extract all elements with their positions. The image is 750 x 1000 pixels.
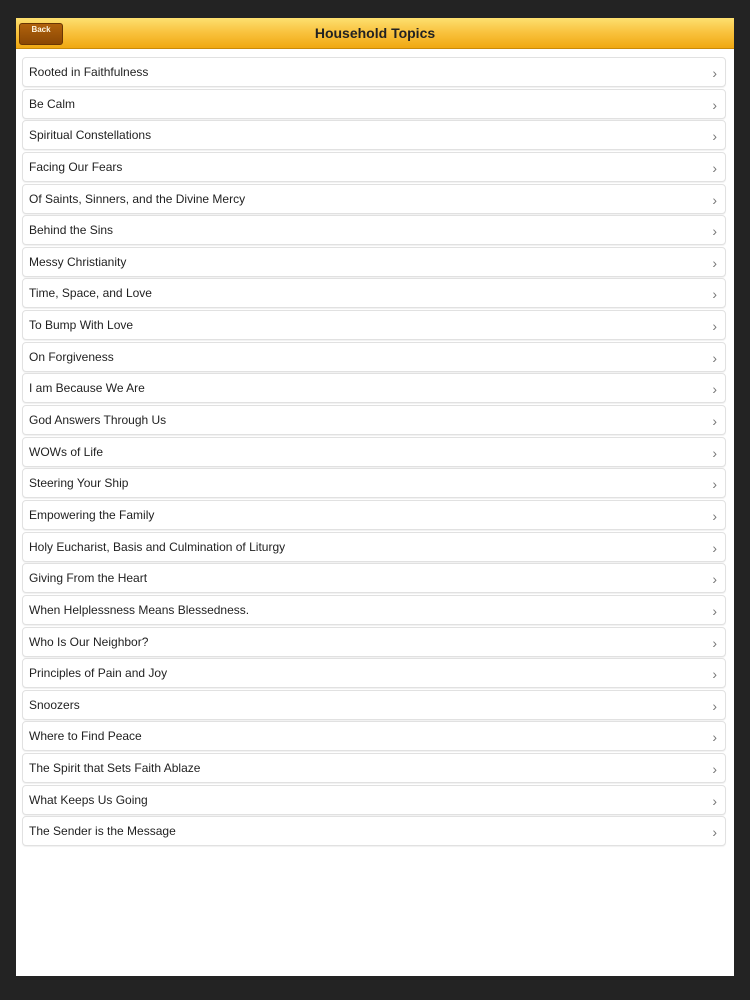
topic-label: On Forgiveness — [29, 349, 114, 364]
topic-label: Be Calm — [29, 96, 76, 111]
list-item[interactable] — [22, 658, 726, 688]
topic-label: God Answers Through Us — [29, 413, 167, 428]
list-item[interactable] — [22, 753, 726, 783]
topic-label: Time, Space, and Love — [29, 286, 152, 301]
chevron-right-icon: › — [712, 634, 717, 651]
list-item[interactable] — [22, 342, 726, 372]
chevron-right-icon: › — [712, 539, 717, 556]
page-title: Household Topics — [314, 25, 436, 41]
topic-label: Holy Eucharist, Basis and Culmination of Liturgy — [29, 539, 286, 554]
topic-label: Principles of Pain and Joy — [29, 666, 168, 681]
chevron-right-icon: › — [712, 761, 717, 778]
chevron-right-icon: › — [712, 254, 717, 271]
chevron-right-icon: › — [712, 444, 717, 461]
topic-label: Messy Christianity — [29, 254, 127, 269]
chevron-right-icon: › — [712, 159, 717, 176]
list-item[interactable] — [22, 468, 726, 498]
list-item[interactable] — [22, 437, 726, 467]
chevron-right-icon: › — [712, 286, 717, 303]
back-button[interactable]: Back — [19, 23, 63, 45]
topic-label: Giving From the Heart — [29, 571, 148, 586]
topic-label: The Sender is the Message — [29, 824, 176, 839]
topic-label: Snoozers — [29, 697, 80, 712]
topic-label: Where to Find Peace — [29, 729, 142, 744]
topic-label: Of Saints, Sinners, and the Divine Mercy — [29, 191, 246, 206]
topic-label: The Spirit that Sets Faith Ablaze — [29, 761, 201, 776]
topic-label: Steering Your Ship — [29, 476, 129, 491]
list-item[interactable] — [22, 816, 726, 846]
list-item[interactable] — [22, 120, 726, 150]
list-item[interactable] — [22, 532, 726, 562]
list-item[interactable] — [22, 563, 726, 593]
list-item[interactable] — [22, 89, 726, 119]
topic-label: Rooted in Faithfulness — [29, 65, 149, 79]
topic-label: To Bump With Love — [29, 318, 134, 333]
list-item[interactable] — [22, 690, 726, 720]
topic-list — [22, 57, 726, 848]
list-item[interactable] — [22, 405, 726, 435]
chevron-right-icon: › — [712, 413, 717, 430]
chevron-right-icon: › — [712, 824, 717, 841]
list-item[interactable] — [22, 310, 726, 340]
topic-label: Facing Our Fears — [29, 159, 123, 174]
list-item[interactable] — [22, 184, 726, 214]
chevron-right-icon: › — [712, 65, 717, 81]
chevron-right-icon: › — [712, 602, 717, 619]
app-screen — [16, 18, 734, 976]
list-item[interactable] — [22, 785, 726, 815]
list-item[interactable] — [22, 247, 726, 277]
header-bar — [16, 18, 734, 49]
topic-label: Empowering the Family — [29, 507, 155, 522]
list-item[interactable] — [22, 57, 726, 87]
chevron-right-icon: › — [712, 666, 717, 683]
chevron-right-icon: › — [712, 349, 717, 366]
topic-label: I am Because We Are — [29, 381, 145, 396]
chevron-right-icon: › — [712, 507, 717, 524]
chevron-right-icon: › — [712, 729, 717, 746]
list-item[interactable] — [22, 721, 726, 751]
topic-label: Behind the Sins — [29, 223, 114, 238]
chevron-right-icon: › — [712, 571, 717, 588]
list-item[interactable] — [22, 152, 726, 182]
topic-label: Spiritual Constellations — [29, 128, 152, 143]
list-item[interactable] — [22, 373, 726, 403]
chevron-right-icon: › — [712, 223, 717, 240]
chevron-right-icon: › — [712, 792, 717, 809]
chevron-right-icon: › — [712, 476, 717, 493]
list-item[interactable] — [22, 595, 726, 625]
list-item[interactable] — [22, 500, 726, 530]
chevron-right-icon: › — [712, 697, 717, 714]
chevron-right-icon: › — [712, 318, 717, 335]
list-item[interactable] — [22, 215, 726, 245]
chevron-right-icon: › — [712, 381, 717, 398]
chevron-right-icon: › — [712, 191, 717, 208]
list-item[interactable] — [22, 278, 726, 308]
list-item[interactable] — [22, 627, 726, 657]
topic-label: What Keeps Us Going — [29, 792, 148, 807]
topic-label: Who Is Our Neighbor? — [29, 634, 149, 649]
chevron-right-icon: › — [712, 96, 717, 113]
topic-label: When Helplessness Means Blessedness. — [29, 602, 250, 617]
chevron-right-icon: › — [712, 128, 717, 145]
topic-label: WOWs of Life — [29, 444, 104, 459]
